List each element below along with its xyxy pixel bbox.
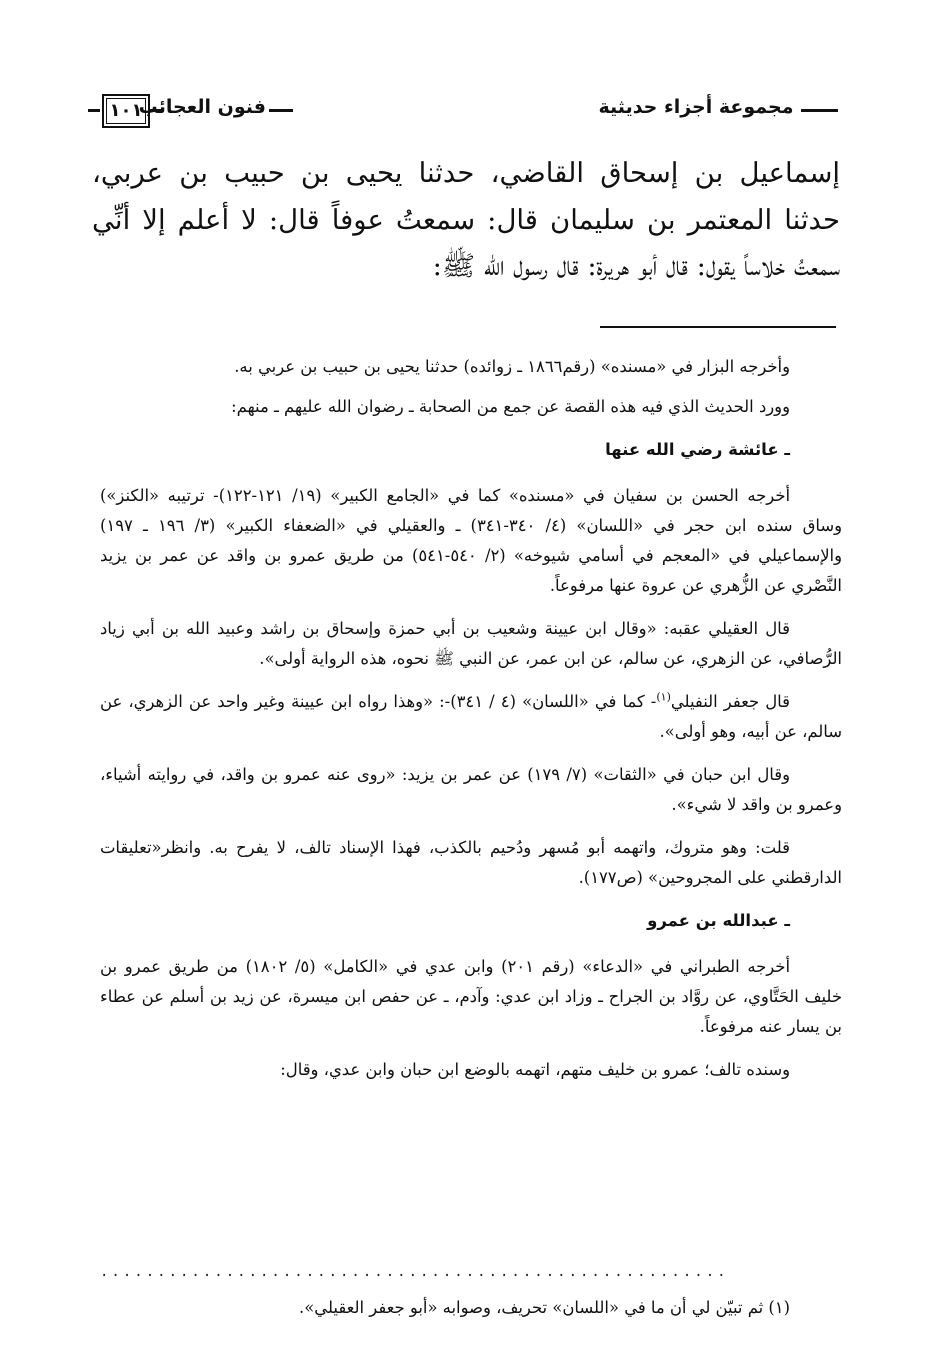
footnote: (١) ثم تبيّن لي أن ما في «اللسان» تحريف، وصوابه «أبو جعفر العقيلي».	[299, 1298, 790, 1317]
note-paragraph: أخرجه الحسن بن سفيان في «مسنده» كما في «الجامع الكبير» (١٩/ ١٢١-١٢٢)- ترتيبه «الكنز») وساق سنده ابن حجر في «اللسان» (٤/ ٣٤٠-٣٤١) ـ والعقيلي في «الضعفاء الكبير» (٣/ ١٩٦ ـ ١٩٧) والإسماعيلي في «المعجم في أسامي شيوخه» (٢/ ٥٤٠-٥٤١) من طريق عمرو بن واقد عن عمر بن يزيد النَّصْري عن الزُّهري عن عروة عنها مرفوعاً.	[100, 486, 843, 595]
main-text	[92, 150, 840, 290]
footnote-separator	[600, 326, 836, 328]
running-header	[88, 94, 838, 130]
note-paragraph: وأخرجه البزار في «مسنده» (رقم١٨٦٦ ـ زوائده) حدثنا يحيى بن حبيب بن عربي به.	[234, 357, 790, 376]
note-paragraph: قال العقيلي عقبه: «وقال ابن عيينة وشعيب بن أبي حمزة وإسحاق بن راشد وعبيد الله بن أبي زياد الرُّصافي، عن الزهري، عن سالم، عن ابن عمر، عن النبي ﷺ نحوه، هذه الرواية أولى».	[100, 619, 842, 668]
note-text: - كما في «اللسان» (٤ / ٣٤١)-: «وهذا رواه ابن عيينة وغير واحد عن الزهري، عن سالم، عن أبيه، وهو أولى».	[100, 692, 842, 741]
header-rule	[88, 109, 100, 112]
section-heading: ـ عائشة رضي الله عنها	[605, 440, 790, 459]
header-rule	[801, 109, 838, 112]
note-paragraph	[100, 687, 842, 747]
note-paragraph: أخرجه الطبراني في «الدعاء» (رقم ٢٠١) وابن عدي في «الكامل» (٥/ ١٨٠٢) من طريق عمرو بن خليف الحَتَّاوي، عن روَّاد بن الجراح ـ وزاد ابن عدي: وآدم، ـ عن حفص ابن ميسرة، عن زيد بن أسلم عن عطاء بن يسار عنه مرفوعاً.	[100, 957, 842, 1036]
collection-title: مجموعة أجزاء حديثية	[598, 96, 794, 118]
notes-section	[100, 352, 842, 1098]
note-paragraph: وسنده تالف؛ عمرو بن خليف متهم، اتهمه بالوضع ابن حبان وابن عدي، وقال:	[280, 1060, 790, 1079]
note-paragraph: قلت: وهو متروك، واتهمه أبو مُسهر ودُحيم بالكذب، فهذا الإسناد تالف، لا يفرح به. وانظر«تعليقات الدارقطني على المجروحين» (ص١٧٧).	[100, 838, 842, 887]
note-text: قال جعفر النفيلي	[670, 692, 790, 711]
book-title: فنون العجائب	[138, 96, 266, 118]
section-heading: ـ عبدالله بن عمرو	[647, 911, 790, 930]
main-text-line: حدثنا المعتمر بن سليمان قال: سمعتُ عوفاً قال: لا أعلم إلا أنِّي	[92, 203, 840, 236]
page-number: ١٠١	[102, 94, 150, 128]
continuation-dots: .......................................................	[100, 1264, 729, 1280]
main-text-line: إسماعيل بن إسحاق القاضي، حدثنا يحيى بن حبيب بن عربي،	[92, 157, 840, 189]
header-rule	[269, 109, 293, 112]
note-paragraph: وورد الحديث الذي فيه هذه القصة عن جمع من الصحابة ـ رضوان الله عليهم ـ منهم:	[231, 397, 790, 416]
main-text-line: سمعتُ خلاساً يقول: قال أبو هريرة: قال رسول الله ﷺ:	[432, 250, 840, 282]
note-paragraph: وقال ابن حبان في «الثقات» (٧/ ١٧٩) عن عمر بن يزيد: «روى عنه عمرو بن واقد، في روايته أشياء، وعمرو بن واقد لا شيء».	[100, 765, 842, 814]
footnote-reference: (١)	[656, 690, 671, 704]
